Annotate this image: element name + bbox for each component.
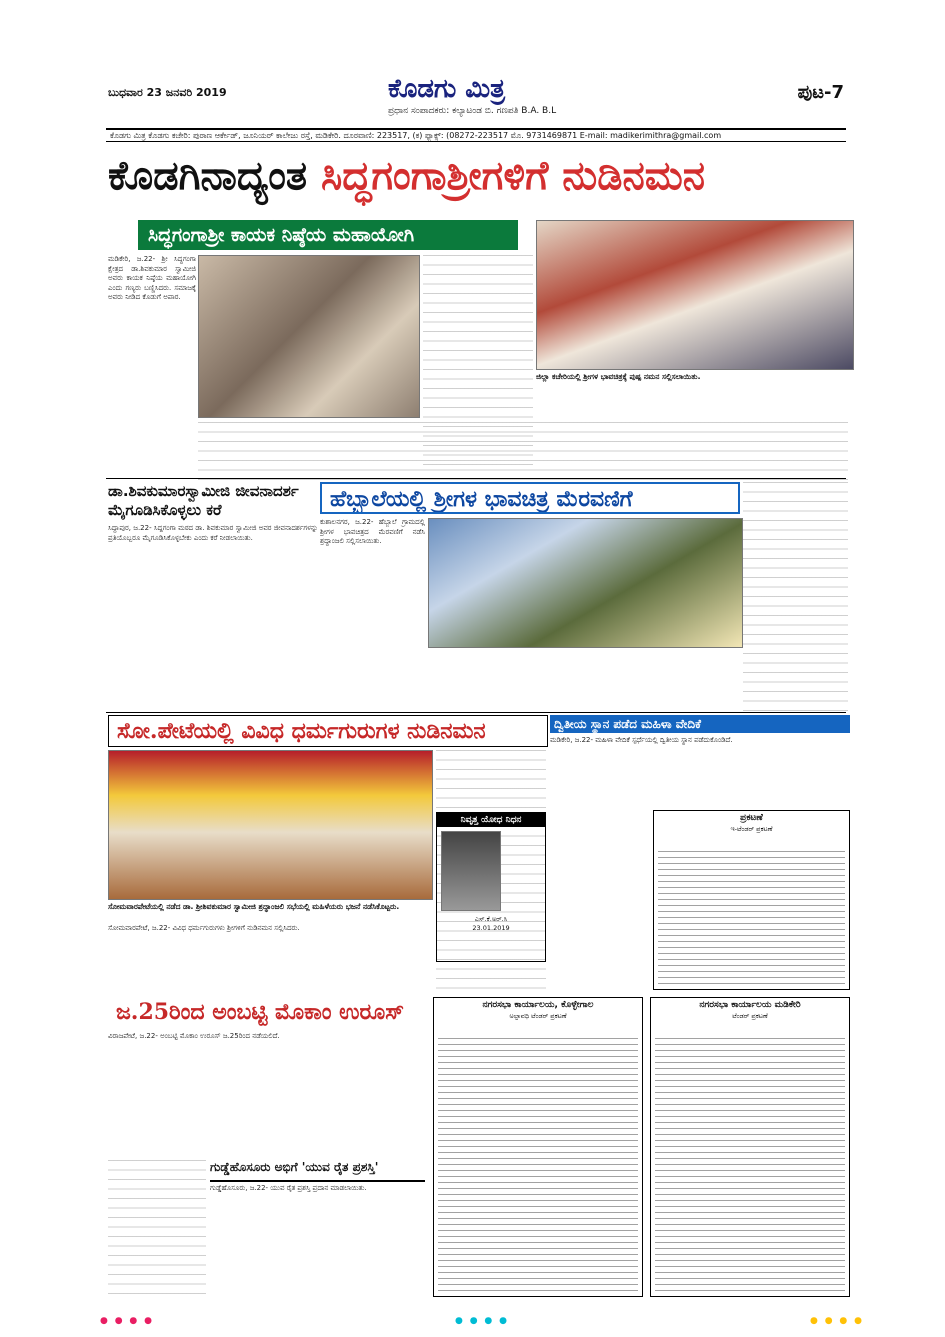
story3-body: ಕುಶಾಲನಗರ, ಜ.22- ಹೆಬ್ಬಾಲೆ ಗ್ರಾಮದಲ್ಲಿ ಶ್ರೀಗಳ ಭಾವಚಿತ್ರದ ಮೆರವಣಿಗೆ ನಡೆಸಿ ಶ್ರದ್ಧಾಂಜಲಿ ಸಲ್ಲಿಸಲಾಯಿತು. [320,518,425,545]
story1-caption: ಜಿಲ್ಲಾ ಕಚೇರಿಯಲ್ಲಿ ಶ್ರೀಗಳ ಭಾವಚಿತ್ರಕ್ಕೆ ಪುಷ್ಪ ನಮನ ಸಲ್ಲಿಸಲಾಯಿತು. [536,372,701,381]
story4-photo [108,750,433,900]
obituary-date: 23.01.2019 [472,924,510,932]
story6-body: ವಿರಾಜಪೇಟೆ, ಜ.22- ಅಂಬಟ್ಟಿ ಮೊಕಾಂ ಉರೂಸ್ ಜ.25ರಿಂದ ನಡೆಯಲಿದೆ. [108,1032,280,1040]
newspaper-logo: ಕೊಡಗು ಮಿತ್ರ [388,74,506,104]
ad-box-2 [433,997,643,1297]
story7-title: ಗುಡ್ಡೆಹೊಸೂರು ಅಭಿಗೆ 'ಯುವ ರೈತ ಪ್ರಶಸ್ತಿ' [210,1160,425,1182]
story2-body: ಸಿದ್ದಾಪುರ, ಜ.22- ಸಿದ್ದಗಂಗಾ ಮಠದ ಡಾ. ಶಿವಕುಮಾರ ಸ್ವಾಮೀಜಿ ಅವರ ಜೀವನಾದರ್ಶಗಳನ್ನು ಪ್ರತಿಯೊಬ್ಬರೂ ಮೈಗೂಡಿಸಿಕೊಳ್ಳಬೇಕು ಎಂದು ಕರೆ ನೀಡಲಾಯಿತು. [108,524,318,542]
story1-body: ಮಡಿಕೇರಿ, ಜ.22- ಶ್ರೀ ಸಿದ್ಧಗಂಗಾ ಕ್ಷೇತ್ರದ ಡಾ.ಶಿವಕುಮಾರ ಸ್ವಾಮೀಜಿ ಅವರು ಕಾಯಕ ನಿಷ್ಠೆಯ ಮಹಾಯೋಗಿ ಎಂದು ಗಣ್ಯರು ಬಣ್ಣಿಸಿದರು. ಸಮಾಜಕ್ಕೆ ಅವರು ನೀಡಿದ ಕೊಡುಗೆ ಅಪಾರ. [108,255,196,301]
divider [106,712,846,713]
story1-text-cont [198,422,848,482]
color-registration-dots: ● ● ● ● [100,1316,154,1326]
story2-title: ಡಾ.ಶಿವಕುಮಾರಸ್ವಾಮೀಜಿ ಜೀವನಾದರ್ಶ ಮೈಗೂಡಿಸಿಕೊಳ್ಳಲು ಕರೆ [108,482,299,519]
story7-body: ಗುಡ್ಡೆಹೊಸೂರು, ಜ.22- ಯುವ ರೈತ ಪ್ರಶಸ್ತಿ ಪ್ರದಾನ ಮಾಡಲಾಯಿತು. [210,1184,367,1192]
story3-photo [428,518,743,648]
story1-title: ಸಿದ್ಧಗಂಗಾಶ್ರೀ ಕಾಯಕ ನಿಷ್ಠೆಯ ಮಹಾಯೋಗಿ [138,220,518,250]
contact-bar: ಕೊಡಗು ಮಿತ್ರ ಕೊಡಗು ಕಚೇರಿ: ಪುರಾಣ ಆರ್ಕೇಡ್, ಜೂನಿಯರ್ ಕಾಲೇಜು ರಸ್ತೆ, ಮಡಿಕೇರಿ. ದೂರವಾಣಿ: 223517, (ಕ) ಫ್ಯಾಕ್ಸ್: (08272-223517 ಮೊ. 9731469871 E-mail: madikerimithra@gmail.com [106,128,846,142]
ad2-title: ನಗರಸಭಾ ಕಾರ್ಯಾಲಯ, ಕೊಳ್ಳೇಗಾಲ [482,1000,594,1010]
ad3-subtitle: ಟೆಂಡರ್ ಪ್ರಕಟಣೆ [732,1012,768,1020]
color-registration-dots: ● ● ● ● [810,1316,864,1326]
story1-photo [198,255,420,418]
ad-box-1 [653,810,850,990]
headline-part2: ಸಿದ್ಧಗಂಗಾಶ್ರೀಗಳಿಗೆ ನುಡಿನಮನ [321,152,705,199]
page-number: ಪುಟ-7 [797,82,844,103]
issue-date: ಬುಧವಾರ 23 ಜನವರಿ 2019 [108,86,227,99]
masthead [88,72,854,126]
ad2-subtitle: ಅಲ್ಪಾವಧಿ ಟೆಂಡರ್ ಪ್ರಕಟಣೆ [509,1012,567,1020]
story5-title: ದ್ವಿತೀಯ ಸ್ಥಾನ ಪಡೆದ ಮಹಿಳಾ ವೇದಿಕೆ [550,715,850,733]
editor-line: ಪ್ರಧಾನ ಸಂಪಾದಕರು: ಕಲ್ಯಾಟಂಡ ಬಿ. ಗಣಪತಿ B.A. B.L [388,106,557,116]
story6-text-cont [108,1160,206,1295]
obituary-box [436,812,546,962]
ad2-text [438,1038,638,1292]
newspaper-page [88,72,854,1307]
story4-caption: ಸೋಮವಾರಪೇಟೆಯಲ್ಲಿ ನಡೆದ ಡಾ. ಶ್ರೀಶಿವಕುಮಾರ ಸ್ವಾಮೀಜಿ ಶ್ರದ್ಧಾಂಜಲಿ ಸಭೆಯಲ್ಲಿ ಮಹಿಳೆಯರು ಭಜನೆ ನಡೆಸಿಕೊಟ್ಟರು. [108,902,400,911]
story6-title: ಜ.25ರಿಂದ ಅಂಬಟ್ಟಿ ಮೊಕಾಂ ಉರೂಸ್ [116,999,405,1025]
obituary-name: ಎಸ್.ಕೆ.ಅರ್.ಸಿ [474,915,508,923]
story5-body: ಮಡಿಕೇರಿ, ಜ.22- ಮಹಿಳಾ ವೇದಿಕೆ ಸ್ಪರ್ಧೆಯಲ್ಲಿ ದ್ವಿತೀಯ ಸ್ಥಾನ ಪಡೆದುಕೊಂಡಿದೆ. [550,736,733,744]
ad3-text [655,1038,845,1292]
obituary-title: ನಿವೃತ್ತ ಯೋಧ ನಿಧನ [437,813,545,827]
color-registration-dots: ● ● ● ● [455,1316,509,1326]
ad3-title: ನಗರಸಭಾ ಕಾರ್ಯಾಲಯ ಮಡಿಕೇರಿ [699,1000,801,1010]
story4-body: ಸೋಮವಾರಪೇಟೆ, ಜ.22- ವಿವಿಧ ಧರ್ಮಗುರುಗಳು ಶ್ರೀಗಳಿಗೆ ನುಡಿನಮನ ಸಲ್ಲಿಸಿದರು. [108,924,300,932]
divider [106,478,846,479]
story1-photo-right [536,220,854,370]
ad1-text [658,851,845,985]
story4-title: ಸೋ.ಪೇಟೆಯಲ್ಲಿ ವಿವಿಧ ಧರ್ಮಗುರುಗಳ ನುಡಿನಮನ [108,715,548,747]
obituary-photo [441,831,501,911]
headline-part1: ಕೊಡಗಿನಾದ್ಯಂತ [108,152,322,199]
main-headline [108,152,848,206]
ad-box-3 [650,997,850,1297]
ad1-subtitle: ಇ-ಟೆಂಡರ್ ಪ್ರಕಟಣೆ [730,825,773,833]
story3-title: ಹೆಬ್ಬಾಲೆಯಲ್ಲಿ ಶ್ರೀಗಳ ಭಾವಚಿತ್ರ ಮೆರವಣಿಗೆ [320,482,740,514]
story3-text-col [743,482,848,712]
ad1-title: ಪ್ರಕಟಣೆ [740,813,763,823]
